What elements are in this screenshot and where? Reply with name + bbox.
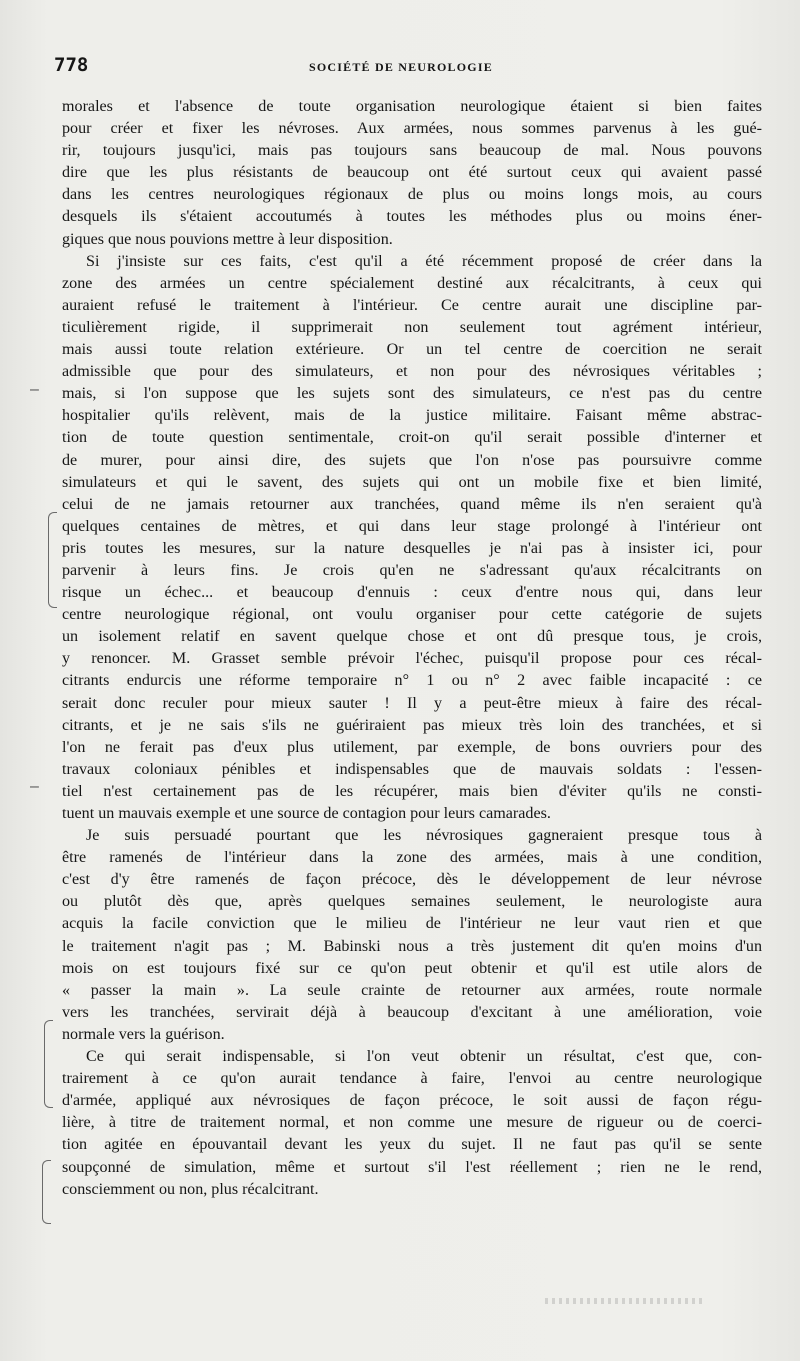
text-line: tiel n'est certainement pas de les récupérer, mais bien d'éviter qu'ils ne consti- — [62, 782, 762, 800]
text-line: pris toutes les mesures, sur la nature desquelles je n'ai pas à insister ici, pour — [62, 539, 762, 557]
paragraph — [62, 96, 762, 251]
text-line: dire que les plus résistants de beaucoup ont été surtout ceux qui avaient passé — [62, 164, 762, 182]
text-line: risque un échec... et beaucoup d'ennuis : ceux d'entre nous qui, dans leur — [62, 584, 762, 602]
text-line: morales et l'absence de toute organisation neurologique étaient si bien faites — [62, 98, 762, 115]
text-line: dans les centres neurologiques régionaux de plus ou moins longs mois, au cours — [62, 186, 762, 204]
text-line: de murer, pour ainsi dire, des sujets que l'on n'ose pas poursuivre comme — [62, 451, 762, 469]
text-line: Si j'insiste sur ces faits, c'est qu'il a été récemment proposé de créer dans la — [86, 252, 762, 270]
text-line: giques que nous pouvions mettre à leur disposition. — [62, 230, 393, 248]
text-line: parvenir à leurs fins. Je crois qu'en ne s'adressant qu'aux récalcitrants on — [62, 561, 762, 579]
text-line: acquis la facile conviction que le milieu de l'intérieur ne leur vaut rien et que — [62, 915, 762, 933]
text-line: normale vers la guérison. — [62, 1025, 225, 1043]
margin-bracket-mark — [48, 512, 57, 608]
text-line: celui de ne jamais retourner aux tranchées, quand même ils n'en seraient qu'à — [62, 495, 762, 513]
text-line: un isolement relatif en savent quelque chose et ont dû presque tous, je crois, — [62, 628, 762, 646]
text-line: desquels ils s'étaient accoutumés à toutes les méthodes plus ou moins éner- — [62, 208, 762, 226]
text-line: ticulièrement rigide, il supprimerait non seulement tout agrément intérieur, — [62, 318, 762, 336]
text-line: tion agitée en épouvantail devant les yeux du sujet. Il ne faut pas qu'il se sente — [62, 1136, 762, 1154]
paragraph — [62, 251, 762, 825]
text-line: pour créer et fixer les névroses. Aux armées, nous sommes parvenus à les gué- — [62, 120, 762, 138]
text-line: mois on est toujours fixé sur ce qu'on peut obtenir et qu'il est utile alors de — [62, 959, 762, 977]
running-head: SOCIÉTÉ DE NEUROLOGIE — [309, 60, 493, 74]
page-number: 778 — [54, 54, 89, 76]
margin-dash-mark: – — [30, 778, 39, 795]
text-line: citrants, et je ne sais s'ils ne guériraient pas mieux très loin des tranchées, et si — [62, 716, 762, 734]
text-line: admissible que pour des simulateurs, et non pour des névrosiques véritables ; — [62, 363, 762, 381]
text-line: « passer la main ». La seule crainte de retourner aux armées, route normale — [62, 981, 762, 999]
text-line: travaux coloniaux pénibles et indispensables que de mauvais soldats : l'essen- — [62, 760, 762, 778]
text-line: c'est d'y être ramenés de façon précoce, dès le développement de leur névrose — [62, 871, 762, 889]
text-line: serait donc reculer pour mieux sauter ! Il y a peut-être mieux à faire des récal- — [62, 694, 762, 712]
text-line: Je suis persuadé pourtant que les névrosiques gagneraient presque tous à — [86, 827, 762, 845]
text-line: lière, à titre de traitement normal, et non comme une mesure de rigueur ou de coerci- — [62, 1114, 762, 1132]
text-line: soupçonné de simulation, même et surtout s'il l'est réellement ; rien ne le rend, — [62, 1158, 762, 1176]
text-line: le traitement n'agit pas ; M. Babinski nous a très justement dit qu'en moins d'un — [62, 937, 762, 955]
text-line: être ramenés de l'intérieur dans la zone des armées, mais à une condition, — [62, 849, 762, 867]
text-line: l'on ne ferait pas d'eux plus utilement, par exemple, de bons ouvriers pour des — [62, 738, 762, 756]
text-line: mais, si l'on suppose que les sujets sont des simulateurs, ce n'est pas du centre — [62, 385, 762, 403]
margin-bracket-mark — [44, 1020, 53, 1108]
text-line: Ce qui serait indispensable, si l'on veut obtenir un résultat, c'est que, con- — [86, 1048, 762, 1066]
text-line: quelques centaines de mètres, et qui dans leur stage prolongé à l'intérieur ont — [62, 517, 762, 535]
text-line: auraient refusé le traitement à l'intérieur. Ce centre aurait une discipline par- — [62, 296, 762, 314]
text-line: rir, toujours jusqu'ici, mais pas toujours sans beaucoup de mal. Nous pouvons — [62, 142, 762, 160]
margin-dash-mark: – — [30, 381, 39, 398]
text-line: ou plutôt dès que, après quelques semaines seulement, le neurologiste aura — [62, 893, 762, 911]
text-line: citrants endurcis une réforme temporaire n° 1 ou n° 2 avec faible incapacité : ce — [62, 672, 762, 690]
text-line: y renoncer. M. Grasset semble prévoir l'échec, puisqu'il propose pour ces récal- — [62, 650, 762, 668]
text-line: d'armée, appliqué aux névrosiques de façon précoce, le soit aussi de façon régu- — [62, 1092, 762, 1110]
text-line: tuent un mauvais exemple et une source de contagion pour leurs camarades. — [62, 805, 551, 822]
text-line: mais aussi toute relation extérieure. Or un tel centre de coercition ne serait — [62, 341, 762, 359]
page-header — [54, 54, 759, 84]
text-line: consciemment ou non, plus récalcitrant. — [62, 1180, 319, 1198]
text-line: trairement à ce qu'on aurait tendance à faire, l'envoi au centre neurologique — [62, 1070, 762, 1088]
article-body — [62, 96, 762, 1201]
text-line: simulateurs et qui le savent, des sujets qui ont un mobile fixe et bien limité, — [62, 473, 762, 491]
text-line: tion de toute question sentimentale, croit-on qu'il serait possible d'interner et — [62, 429, 762, 447]
text-line: zone des armées un centre spécialement destiné aux récalcitrants, à ceux qui — [62, 274, 762, 292]
paragraph — [62, 1046, 762, 1201]
margin-bracket-mark — [42, 1160, 51, 1224]
text-line: vers les tranchées, servirait déjà à beaucoup d'excitant à une amélioration, voie — [62, 1003, 762, 1021]
text-line: hospitalier qu'ils relèvent, mais de la justice militaire. Faisant même abstrac- — [62, 407, 762, 425]
faint-bleedthrough — [545, 1298, 705, 1304]
paragraph — [62, 825, 762, 1046]
text-line: centre neurologique régional, ont voulu organiser pour cette catégorie de sujets — [62, 606, 762, 624]
